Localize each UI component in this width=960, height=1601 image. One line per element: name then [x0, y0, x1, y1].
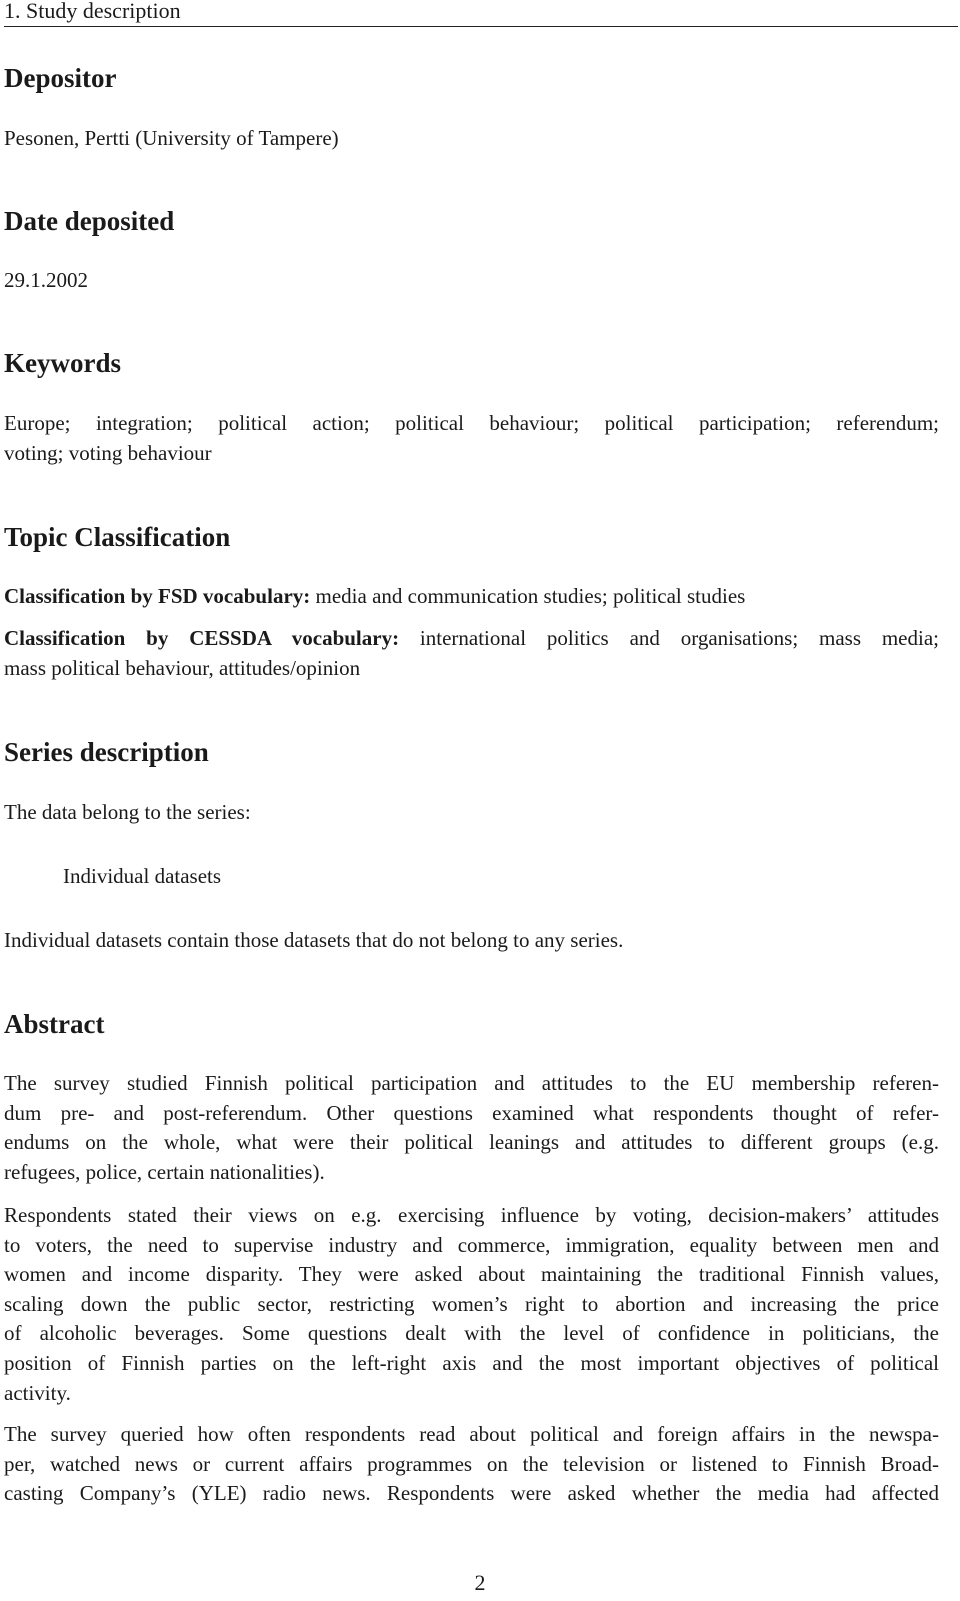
cessda-line: mass political behaviour, attitudes/opinion: [4, 655, 361, 680]
abstract-line: women and income disparity. They were asked about maintaining the traditional Finnish values,: [4, 1262, 939, 1287]
abstract-paragraph-3: [4, 1420, 939, 1509]
cessda-classification-label: Classification by CESSDA vocabulary:: [4, 626, 400, 650]
running-head: 1. Study description: [4, 0, 958, 27]
series-description-heading: Series description: [4, 737, 209, 767]
topic-classification-heading: Topic Classification: [4, 522, 231, 552]
abstract-line: Respondents stated their views on e.g. exercising influence by voting, decision-makers’ attitudes: [4, 1203, 939, 1227]
abstract-line: position of Finnish parties on the left-right axis and the most important objectives of political: [4, 1350, 939, 1375]
abstract-paragraph-1: [4, 1069, 939, 1187]
fsd-classification-label: Classification by FSD vocabulary:: [4, 584, 311, 608]
keywords-heading: Keywords: [4, 348, 121, 378]
abstract-line: scaling down the public sector, restricting women’s right to abortion and increasing the price: [4, 1291, 939, 1316]
abstract-line: dum pre- and post-referendum. Other questions examined what respondents thought of refer-: [4, 1100, 939, 1125]
abstract-line: The survey queried how often respondents read about political and foreign affairs in the newspa-: [4, 1422, 939, 1446]
depositor-heading: Depositor: [4, 63, 117, 93]
series-note: Individual datasets contain those datasets that do not belong to any series.: [4, 928, 624, 952]
abstract-heading: Abstract: [4, 1009, 105, 1039]
fsd-classification: [4, 582, 939, 612]
abstract-line: of alcoholic beverages. Some questions dealt with the level of confidence in politicians, the: [4, 1321, 939, 1346]
abstract-line: per, watched news or current affairs programmes on the television or listened to Finnish Broad-: [4, 1451, 939, 1476]
cessda-classification-text: international politics and organisations; mass media;: [419, 626, 939, 650]
keywords-text: [4, 409, 939, 468]
depositor-text: Pesonen, Pertti (University of Tampere): [4, 126, 339, 150]
abstract-line: refugees, police, certain nationalities).: [4, 1159, 325, 1184]
cessda-line: [4, 624, 939, 654]
abstract-line: to voters, the need to supervise industry and commerce, immigration, equality between men and: [4, 1232, 939, 1257]
keywords-line: voting; voting behaviour: [4, 440, 212, 465]
date-deposited-heading: Date deposited: [4, 206, 175, 236]
page-number: 2: [474, 1570, 486, 1595]
abstract-line: endums on the whole, what were their political leanings and attitudes to different groups (e.g.: [4, 1130, 939, 1155]
abstract-line: casting Company’s (YLE) radio news. Respondents were asked whether the media had affected: [4, 1481, 939, 1506]
keywords-line: Europe; integration; political action; political behaviour; political participation; referendum;: [4, 411, 939, 435]
series-name: Individual datasets: [63, 864, 222, 888]
abstract-line: activity.: [4, 1380, 71, 1405]
fsd-classification-text: media and communication studies; political studies: [315, 584, 746, 608]
date-deposited-text: 29.1.2002: [4, 268, 88, 292]
abstract-line: The survey studied Finnish political participation and attitudes to the EU membership referen-: [4, 1071, 939, 1095]
abstract-paragraph-2: [4, 1201, 939, 1408]
series-intro: The data belong to the series:: [4, 800, 251, 824]
cessda-classification: [4, 624, 939, 683]
